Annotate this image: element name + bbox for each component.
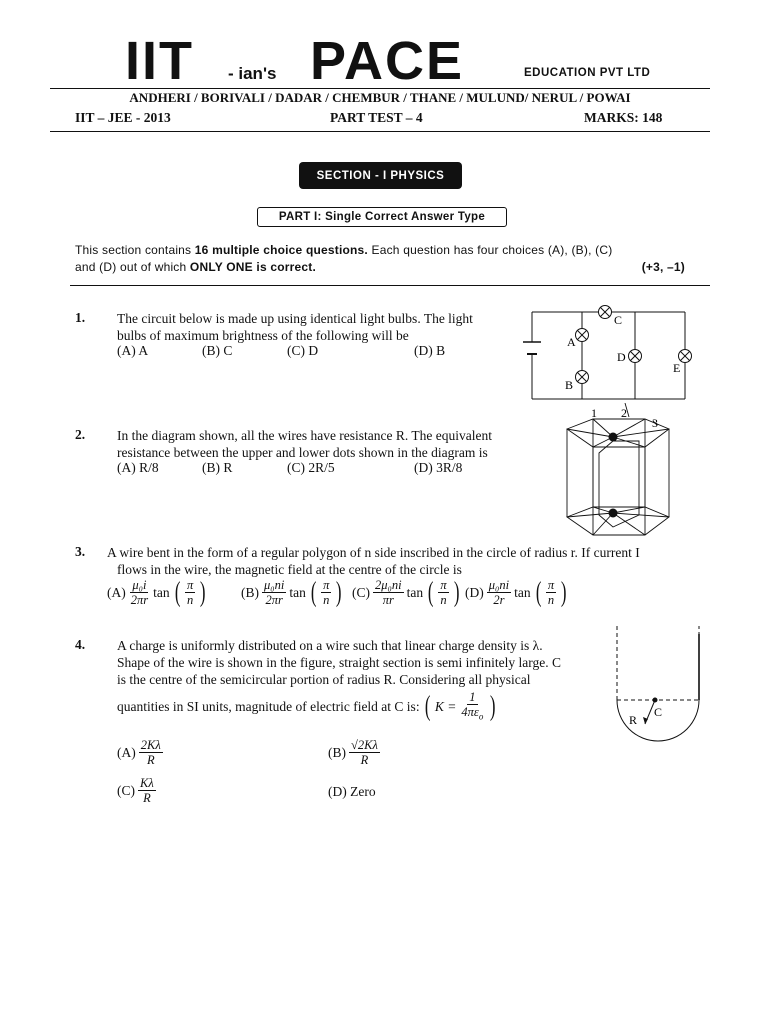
label-c: C (614, 313, 623, 327)
test-name: PART TEST – 4 (330, 110, 423, 125)
q2-option-b[interactable]: (B) R (202, 460, 233, 475)
q4-constant-definition: quantities in SI units, magnitude of electric field at C is: ( K = $\frac{1}{4\pi\varepsilon_o}$ ) (117, 690, 496, 722)
section-divider (70, 285, 710, 286)
q2-text: In the diagram shown, all the wires have resistance R. The equivalent resistance between the upper and lower dots shown in the diagram is (117, 428, 493, 460)
label-2: 2 (621, 406, 627, 420)
q4-option-c[interactable]: (C) $\frac{K\lambda}{R}$ (117, 776, 154, 805)
q3-option-d[interactable]: (D) $\frac{\text{μ₀ni}}{2r}$ tan ( $\frac{\pi}{n}$ ) (465, 576, 567, 608)
centre-point (653, 698, 658, 703)
q1-option-a[interactable]: (A) A (117, 343, 149, 358)
lower-dot (609, 509, 618, 518)
q1-option-b[interactable]: (B) C (202, 343, 233, 358)
logo-education: EDUCATION PVT LTD (524, 67, 651, 79)
label-a: A (567, 335, 576, 349)
q4-number: 4. (75, 637, 86, 652)
header-rule-bottom (50, 131, 710, 132)
q1-number: 1. (75, 310, 86, 325)
label-d: D (617, 350, 626, 364)
q4-option-b[interactable]: (B) $\frac{√2K\lambda}{R}$ (328, 738, 378, 767)
marking-scheme: (+3, –1) (641, 260, 685, 274)
logo-iit: IIT (125, 31, 194, 91)
q4-wire-diagram (605, 620, 710, 750)
label-e: E (673, 361, 681, 375)
q3-option-a[interactable]: (A) $\frac{\text{μ₀i}}{2\pi r}$ tan ( $\frac{\pi}{n}$ ) (107, 576, 206, 608)
q1-text: The circuit below is made up using identical light bulbs. The light bulbs of maximum brightness of the following will be (117, 311, 473, 343)
q1-option-c[interactable]: (C) D (287, 343, 319, 358)
q3-option-b[interactable]: (B) $\frac{\text{μ₀ni}}{2\pi r}$ tan ( $\frac{\pi}{n}$ ) (241, 576, 342, 608)
part-title: PART I: Single Correct Answer Type (257, 207, 507, 227)
q3-text: A wire bent in the form of a regular polygon of n side inscribed in the circle of radius r. If current I flows in the wire, the magnetic field at the centre of the circle is (107, 545, 640, 577)
q2-option-a[interactable]: (A) R/8 (117, 460, 159, 475)
branches-line: ANDHERI / BORIVALI / DADAR / CHEMBUR / THANE / MULUND/ NERUL / POWAI (129, 90, 631, 105)
q2-option-c[interactable]: (C) 2R/5 (287, 460, 335, 475)
logo-pace: PACE (310, 31, 465, 91)
q2-option-d[interactable]: (D) 3R/8 (414, 460, 463, 475)
q4-text: A charge is uniformly distributed on a wire such that linear charge density is λ. Shape of the wire is shown in the figure, straight section is semi infinitely large. C is the centre of the semicircular portion of radius R. Considering all physical (117, 638, 562, 687)
exam-name: IIT – JEE - 2013 (75, 110, 171, 125)
upper-dot (609, 433, 618, 442)
q3-option-c[interactable]: (C) $\frac{\text{2μ₀ni}}{\pi r}$ tan ( $\frac{\pi}{n}$ ) (352, 576, 460, 608)
q2-number: 2. (75, 427, 86, 442)
q1-option-d[interactable]: (D) B (414, 343, 446, 358)
q3-number: 3. (75, 544, 86, 559)
marks: MARKS: 148 (584, 110, 663, 125)
logo-ians: - ian's (228, 64, 277, 83)
q1-circuit-diagram (515, 300, 695, 405)
q4-option-d[interactable]: (D) Zero (328, 784, 376, 799)
label-r: R (629, 713, 638, 727)
section-title: SECTION - I PHYSICS (299, 162, 462, 189)
header-rule-top (50, 88, 710, 89)
label-3: 3 (652, 416, 658, 430)
label-1: 1 (591, 406, 597, 420)
q4-option-a[interactable]: (A) $\frac{2K\lambda}{R}$ (117, 738, 161, 767)
q2-hexagonal-prism-diagram (555, 403, 685, 543)
label-c: C (654, 705, 663, 719)
section-instructions: This section contains 16 multiple choice questions. Each question has four choices (A), (B), (C) and (D) out of which ONLY ONE is correct. (+3, –1) (75, 243, 685, 274)
label-b: B (565, 378, 574, 392)
